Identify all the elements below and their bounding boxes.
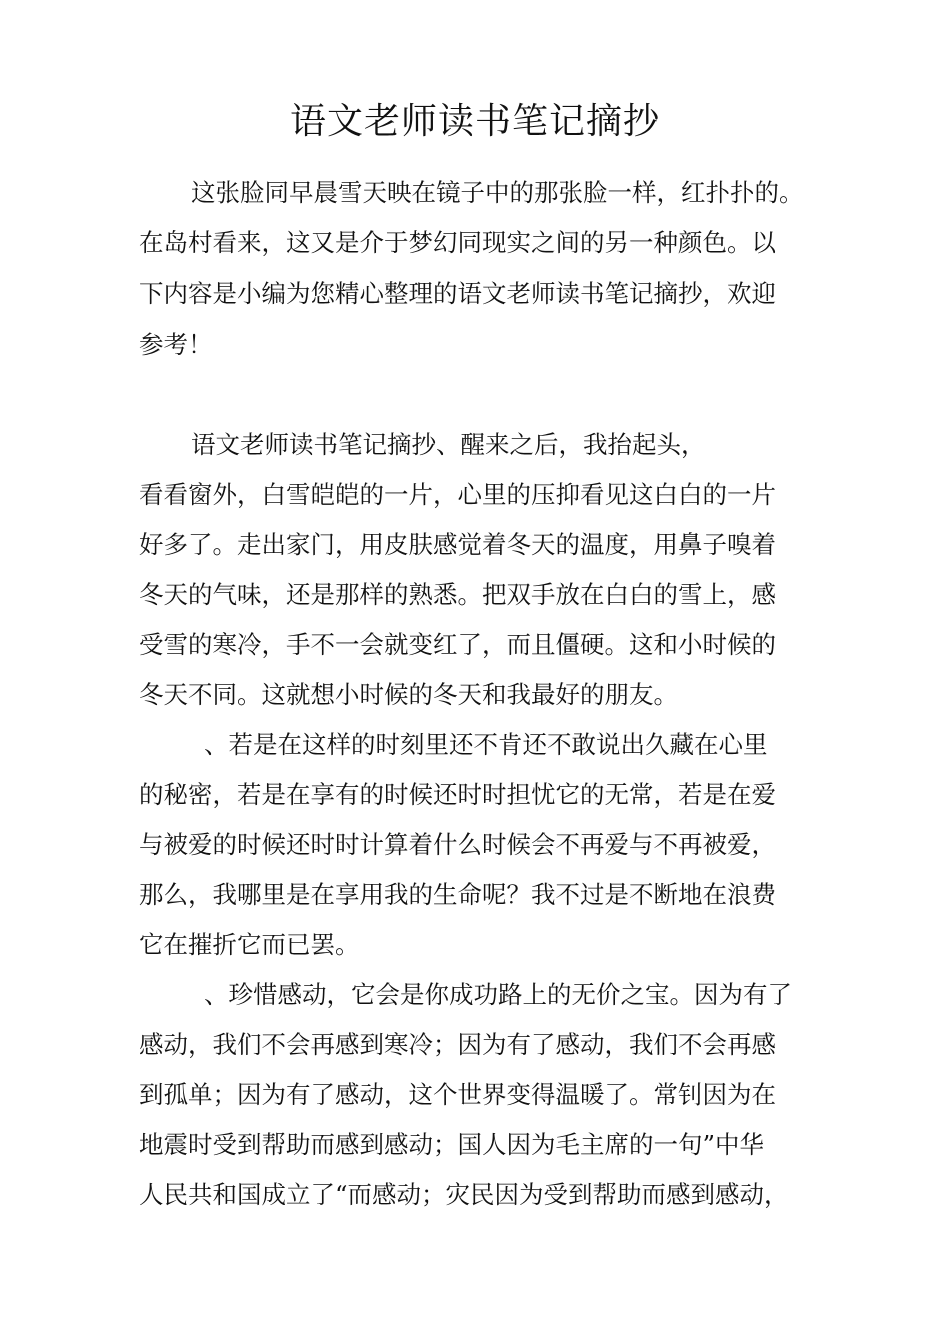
paragraph-line: 这张脸同早晨雪天映在镜子中的那张脸一样，红扑扑的。 bbox=[191, 178, 804, 207]
paragraph-line: 与被爱的时候还时时计算着什么时候会不再爱与不再被爱， bbox=[139, 830, 776, 859]
paragraph-line: 冬天的气味，还是那样的熟悉。把双手放在白白的雪上，感 bbox=[139, 580, 776, 609]
paragraph-line: 在岛村看来，这又是介于梦幻同现实之间的另一种颜色。以 bbox=[139, 228, 776, 257]
paragraph-line: 参考！ bbox=[139, 330, 213, 359]
paragraph-line: 地震时受到帮助而感到感动；国人因为毛主席的一句”中华 bbox=[139, 1130, 765, 1159]
paragraph-line: 的秘密，若是在享有的时候还时时担忧它的无常，若是在爱 bbox=[139, 780, 776, 809]
paragraph-line: 受雪的寒冷，手不一会就变红了，而且僵硬。这和小时候的 bbox=[139, 630, 776, 659]
paragraph-line: 看看窗外，白雪皑皑的一片，心里的压抑看见这白白的一片 bbox=[139, 480, 776, 509]
paragraph-line: 那么，我哪里是在享用我的生命呢？我不过是不断地在浪费 bbox=[139, 880, 776, 909]
paragraph-line: 好多了。走出家门，用皮肤感觉着冬天的温度，用鼻子嗅着 bbox=[139, 530, 776, 559]
paragraph-line: 语文老师读书笔记摘抄、醒来之后，我抬起头， bbox=[191, 430, 706, 459]
paragraph-line: 、若是在这样的时刻里还不肯还不敢说出久藏在心里 bbox=[204, 730, 768, 759]
paragraph-line: 人民共和国成立了“而感动；灾民因为受到帮助而感到感动， bbox=[139, 1180, 789, 1209]
document-title: 语文老师读书笔记摘抄 bbox=[289, 101, 660, 142]
paragraph-line: 、珍惜感动，它会是你成功路上的无价之宝。因为有了 bbox=[204, 980, 792, 1009]
paragraph-line: 它在摧折它而已罢。 bbox=[139, 930, 360, 959]
paragraph-line: 下内容是小编为您精心整理的语文老师读书笔记摘抄，欢迎 bbox=[139, 279, 776, 308]
paragraph-line: 冬天不同。这就想小时候的冬天和我最好的朋友。 bbox=[139, 680, 678, 709]
paragraph-line: 感动，我们不会再感到寒冷；因为有了感动，我们不会再感 bbox=[139, 1030, 776, 1059]
paragraph-line: 到孤单；因为有了感动，这个世界变得温暖了。常钊因为在 bbox=[139, 1080, 776, 1109]
